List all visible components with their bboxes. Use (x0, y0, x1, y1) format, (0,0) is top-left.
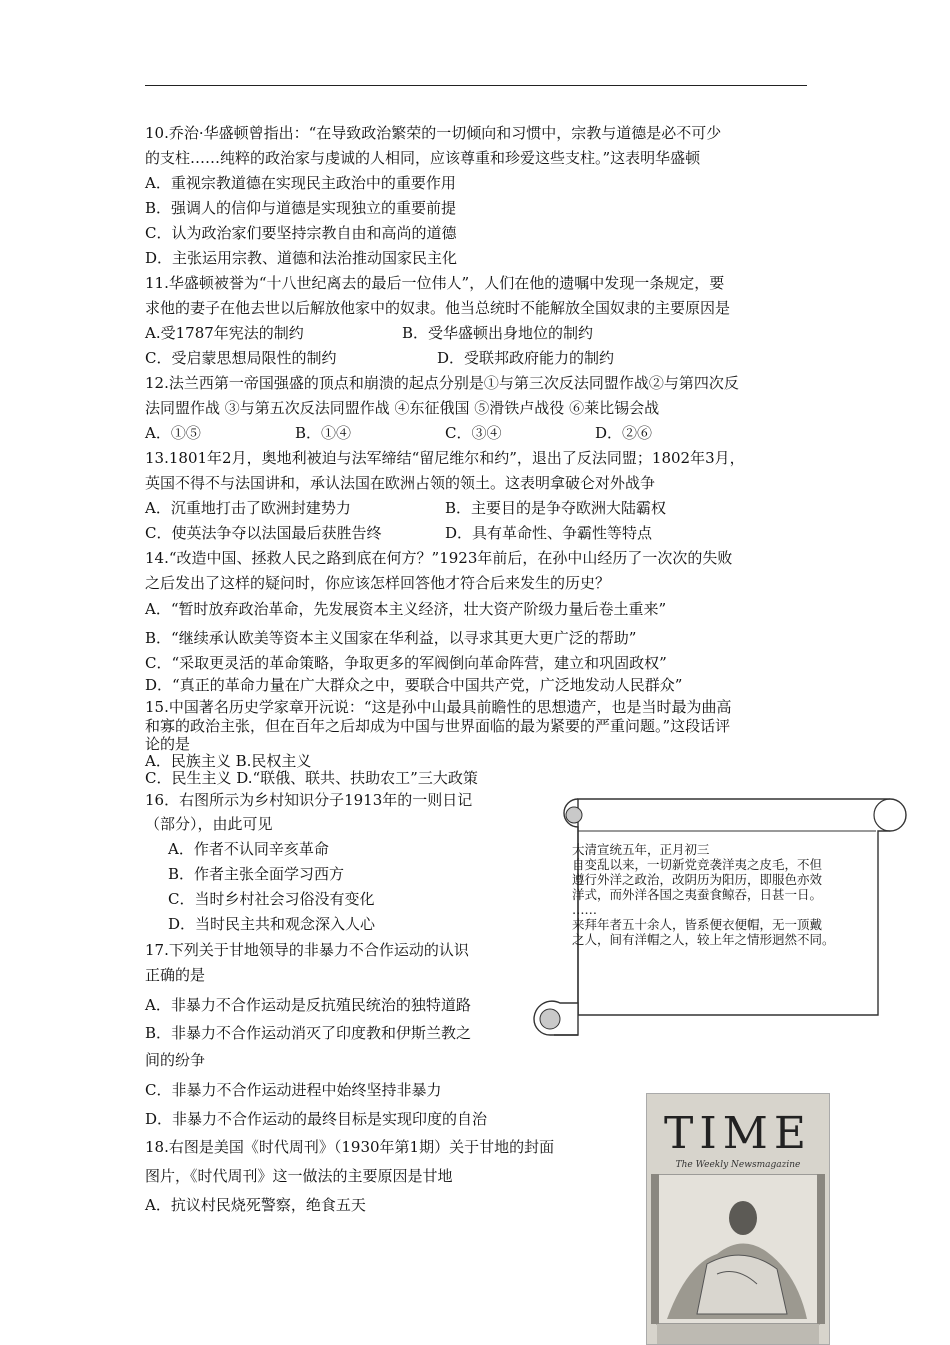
q13-stem-line2: 英国不得不与法国讲和，承认法国在欧洲占领的领土。这表明拿破仑对外战争 (145, 474, 656, 492)
q15-stem-line3: 论的是 (145, 735, 191, 753)
header-rule (145, 85, 807, 86)
q14-option-b: B．“继续承认欧美等资本主义国家在华利益，以寻求其更大更广泛的帮助” (145, 629, 637, 647)
q17-stem-line1: 17.下列关于甘地领导的非暴力不合作运动的认识 (145, 941, 469, 959)
q15-options-ab: A．民族主义 B.民权主义 (145, 752, 312, 770)
diary-line5: …… (572, 902, 597, 917)
q16-option-a: A．作者不认同辛亥革命 (168, 840, 329, 858)
q10-stem-line2: 的支柱……纯粹的政治家与虔诚的人相同，应该尊重和珍爱这些支柱。”这表明华盛顿 (145, 149, 701, 167)
q11-option-d: D．受联邦政府能力的制约 (437, 349, 615, 367)
q14-stem-line1: 14.“改造中国、拯救人民之路到底在何方？”1923年前后，在孙中山经历了一次次的失败 (145, 549, 733, 567)
q10-option-b: B．强调人的信仰与道德是实现独立的重要前提 (145, 199, 457, 217)
q18-stem-line1: 18.右图是美国《时代周刊》（1930年第1期）关于甘地的封面 (145, 1138, 555, 1156)
q17-option-b-line2: 间的纷争 (145, 1051, 206, 1069)
q16-option-b: B．作者主张全面学习西方 (168, 865, 345, 883)
cover-subtitle: The Weekly Newsmagazine (675, 1160, 801, 1170)
q13-option-c: C．使英法争夺以法国最后获胜告终 (145, 524, 382, 542)
q12-stem-line1: 12.法兰西第一帝国强盛的顶点和崩溃的起点分别是①与第三次反法同盟作战②与第四次反 (145, 374, 739, 392)
q17-stem-line2: 正确的是 (145, 966, 206, 984)
q13-option-a: A．沉重地打击了欧洲封建势力 (145, 499, 351, 517)
q15-stem-line2: 和寡的政治主张，但在百年之后却成为中国与世界面临的最为紧要的严重问题。”这段话评 (145, 717, 731, 735)
q10-option-a: A．重视宗教道德在实现民主政治中的重要作用 (145, 174, 456, 192)
q13-option-d: D．具有革命性、争霸性等特点 (445, 524, 653, 542)
q13-stem-line1: 13.1801年2月，奥地利被迫与法军缔结“留尼维尔和约”，退出了反法同盟；1802年3月， (145, 449, 745, 467)
q14-option-a: A．“暂时放弃政治革命，先发展资本主义经济，壮大资产阶级力量后卷土重来” (145, 600, 667, 618)
q15-stem-line1: 15.中国著名历史学家章开沅说：“这是孙中山最具前瞻性的思想遗产，也是当时最为曲高 (145, 698, 732, 716)
q18-stem-line2: 图片，《时代周刊》这一做法的主要原因是甘地 (145, 1167, 453, 1185)
q14-option-d: D．“真正的革命力量在广大群众之中，要联合中国共产党，广泛地发动人民群众” (145, 676, 683, 694)
q17-option-a: A．非暴力不合作运动是反抗殖民统治的独特道路 (145, 996, 471, 1014)
diary-line4: 洋式，而外洋各国之夷蚕食鲸吞，日甚一日。 (572, 887, 823, 902)
q13-option-b: B．主要目的是争夺欧洲大陆霸权 (445, 499, 667, 517)
q16-stem-line1: 16．右图所示为乡村知识分子1913年的一则日记 (145, 791, 473, 809)
q18-option-a: A．抗议村民烧死警察，绝食五天 (145, 1196, 366, 1214)
q12-option-b: B．①④ (295, 424, 352, 442)
cover-title: TIME (664, 1108, 812, 1159)
q14-option-c: C．“采取更灵活的革命策略，争取更多的军阀倒向革命阵营，建立和巩固政权” (145, 654, 667, 672)
q10-stem-line1: 10.乔治·华盛顿曾指出：“在导致政治繁荣的一切倾向和习惯中，宗教与道德是必不可少 (145, 124, 722, 142)
q11-stem-line2: 求他的妻子在他去世以后解放他家中的奴隶。他当总统时不能解放全国奴隶的主要原因是 (145, 299, 731, 317)
q11-option-a: A.受1787年宪法的制约 (145, 324, 304, 342)
q17-option-c: C．非暴力不合作运动进程中始终坚持非暴力 (145, 1081, 442, 1099)
diary-line6: 来拜年者五十余人，皆系便衣便帽，无一顶戴 (572, 917, 823, 932)
diary-line3: 遵行外洋之政治，改阴历为阳历，即服色亦效 (572, 872, 823, 887)
q16-option-c: C．当时乡村社会习俗没有变化 (168, 890, 375, 908)
q12-stem-line2: 法同盟作战 ③与第五次反法同盟作战 ④东征俄国 ⑤滑铁卢战役 ⑥莱比锡会战 (145, 399, 660, 417)
diary-line1: 大清宣统五年，正月初三 (572, 842, 710, 857)
time-magazine-cover (646, 1093, 830, 1345)
q14-stem-line2: 之后发出了这样的疑问时，你应该怎样回答他才符合后来发生的历史？ (145, 574, 611, 592)
q10-option-d: D．主张运用宗教、道德和法治推动国家民主化 (145, 249, 458, 267)
q11-option-b: B．受华盛顿出身地位的制约 (402, 324, 594, 342)
q12-option-d: D．②⑥ (595, 424, 653, 442)
q10-option-c: C．认为政治家们要坚持宗教自由和高尚的道德 (145, 224, 457, 242)
q16-stem-line2: （部分），由此可见 (145, 815, 273, 833)
q12-option-c: C．③④ (445, 424, 502, 442)
q17-option-d: D．非暴力不合作运动的最终目标是实现印度的自治 (145, 1110, 488, 1128)
gandhi-portrait-illustration (647, 1174, 829, 1344)
diary-line2: 自变乱以来，一切新党竞袭洋夷之皮毛，不但 (572, 857, 823, 872)
q11-option-c: C．受启蒙思想局限性的制约 (145, 349, 337, 367)
q12-option-a: A．①⑤ (145, 424, 201, 442)
diary-line7: 之人，间有洋帽之人，较上年之情形迥然不同。 (572, 932, 835, 947)
q15-options-cd: C．民生主义 D.“联俄、联共、扶助农工”三大政策 (145, 769, 478, 787)
q16-option-d: D．当时民主共和观念深入人心 (168, 915, 376, 933)
q17-option-b-line1: B．非暴力不合作运动消灭了印度教和伊斯兰教之 (145, 1024, 472, 1042)
q11-stem-line1: 11.华盛顿被誉为“十八世纪离去的最后一位伟人”，人们在他的遗嘱中发现一条规定，要 (145, 274, 725, 292)
